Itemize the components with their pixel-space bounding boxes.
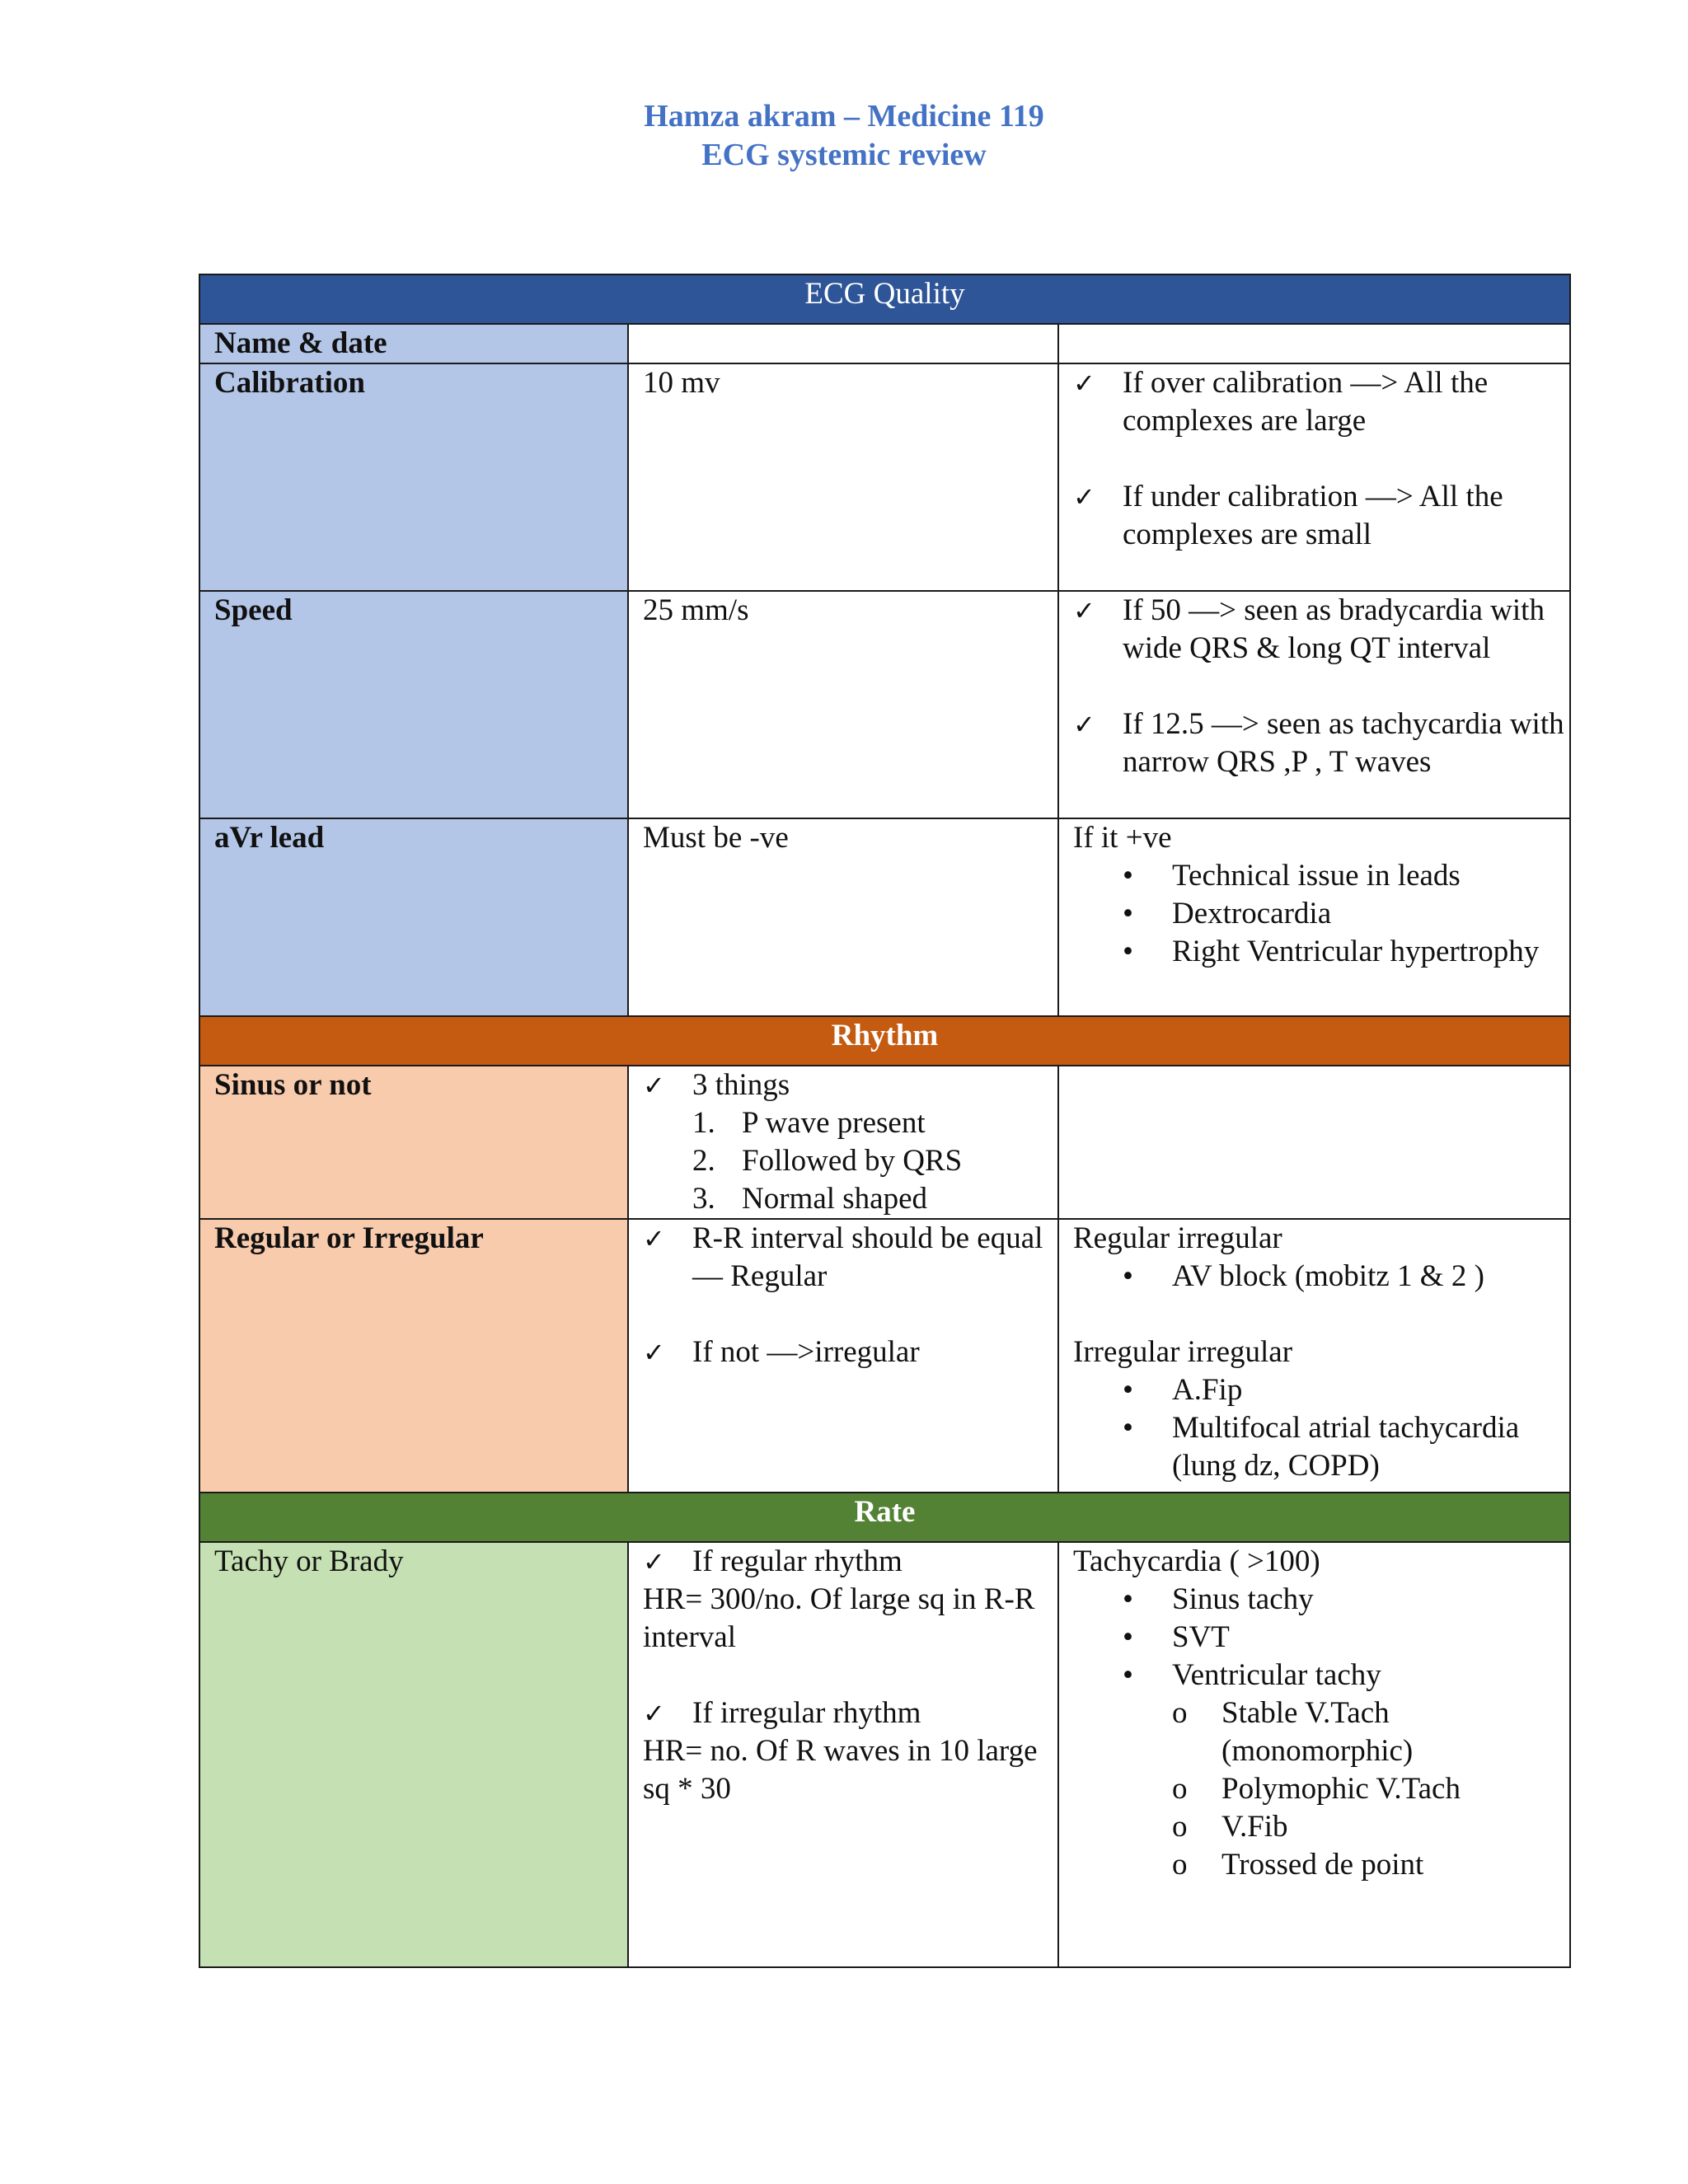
section-header-rhythm: Rhythm bbox=[199, 1016, 1570, 1066]
bullet-item: • Sinus tachy bbox=[1073, 1581, 1569, 1619]
row-label-regular: Regular or Irregular bbox=[199, 1219, 628, 1493]
check-item: ✓ If under calibration —> All the complexes are small bbox=[1073, 478, 1569, 554]
document-title bbox=[0, 97, 1688, 175]
section-header-rate: Rate bbox=[199, 1493, 1570, 1542]
avr-value: Must be -ve bbox=[628, 818, 1058, 1016]
calibration-notes bbox=[1058, 363, 1570, 591]
ecg-review-table bbox=[199, 274, 1571, 1968]
check-item: ✓ If 12.5 —> seen as tachycardia with narrow QRS ,P , T waves bbox=[1073, 705, 1569, 781]
regular-criteria bbox=[628, 1219, 1058, 1493]
avr-notes bbox=[1058, 818, 1570, 1016]
row-label-speed: Speed bbox=[199, 591, 628, 818]
rate-formulas bbox=[628, 1542, 1058, 1967]
bullet-item: • Multifocal atrial tachycardia (lung dz, COPD) bbox=[1073, 1409, 1569, 1485]
formula-text: HR= no. Of R waves in 10 large sq * 30 bbox=[643, 1734, 1038, 1806]
bullet-item: • Dextrocardia bbox=[1073, 895, 1569, 933]
check-line: ✓ If irregular rhythm bbox=[643, 1696, 921, 1730]
numbered-item: 2. Followed by QRS bbox=[692, 1144, 963, 1178]
sinus-notes bbox=[1058, 1066, 1570, 1219]
check-item: ✓ If 50 —> seen as bradycardia with wide QRS & long QT interval bbox=[1073, 592, 1569, 668]
title-line-1: Hamza akram – Medicine 119 bbox=[644, 99, 1044, 134]
sub-bullet-item: o Polymophic V.Tach bbox=[1073, 1770, 1569, 1808]
name-date-notes bbox=[1058, 324, 1570, 363]
group-title: Regular irregular bbox=[1073, 1221, 1282, 1255]
regular-notes bbox=[1058, 1219, 1570, 1493]
row-label-rate: Tachy or Brady bbox=[199, 1542, 628, 1967]
section-header-quality: ECG Quality bbox=[199, 274, 1570, 324]
sinus-criteria bbox=[628, 1066, 1058, 1219]
bullet-item: • Right Ventricular hypertrophy bbox=[1073, 933, 1569, 971]
check-line: ✓ If regular rhythm bbox=[643, 1544, 903, 1578]
name-date-value bbox=[628, 324, 1058, 363]
check-item: ✓ R-R interval should be equal— Regular bbox=[643, 1220, 1057, 1296]
numbered-item: 3. Normal shaped bbox=[692, 1182, 928, 1216]
bullet-item: • AV block (mobitz 1 & 2 ) bbox=[1073, 1258, 1569, 1296]
row-label-calibration: Calibration bbox=[199, 363, 628, 591]
bullet-item: • Technical issue in leads bbox=[1073, 857, 1569, 895]
sub-bullet-item: o Trossed de point bbox=[1073, 1846, 1569, 1884]
formula-text: HR= 300/no. Of large sq in R-R interval bbox=[643, 1582, 1035, 1654]
sub-bullet-item: o Stable V.Tach (monomorphic) bbox=[1073, 1694, 1569, 1770]
bullet-item: • SVT bbox=[1073, 1619, 1569, 1657]
check-item: ✓ 3 things bbox=[643, 1066, 1057, 1104]
numbered-item: 1. P wave present bbox=[692, 1106, 926, 1140]
title-line-2: ECG systemic review bbox=[701, 138, 987, 172]
sub-bullet-item: o V.Fib bbox=[1073, 1808, 1569, 1846]
bullet-item: • A.Fip bbox=[1073, 1371, 1569, 1409]
calibration-value: 10 mv bbox=[628, 363, 1058, 591]
speed-notes bbox=[1058, 591, 1570, 818]
row-label-name-date: Name & date bbox=[199, 324, 628, 363]
avr-notes-title: If it +ve bbox=[1073, 821, 1172, 855]
bullet-item: • Ventricular tachy bbox=[1073, 1657, 1569, 1694]
check-item: ✓ If not —>irregular bbox=[643, 1333, 1057, 1371]
group-title: Tachycardia ( >100) bbox=[1073, 1544, 1320, 1578]
check-item: ✓ If over calibration —> All the complexes are large bbox=[1073, 364, 1569, 440]
rate-notes bbox=[1058, 1542, 1570, 1967]
group-title: Irregular irregular bbox=[1073, 1335, 1293, 1369]
speed-value: 25 mm/s bbox=[628, 591, 1058, 818]
row-label-avr: aVr lead bbox=[199, 818, 628, 1016]
row-label-sinus: Sinus or not bbox=[199, 1066, 628, 1219]
